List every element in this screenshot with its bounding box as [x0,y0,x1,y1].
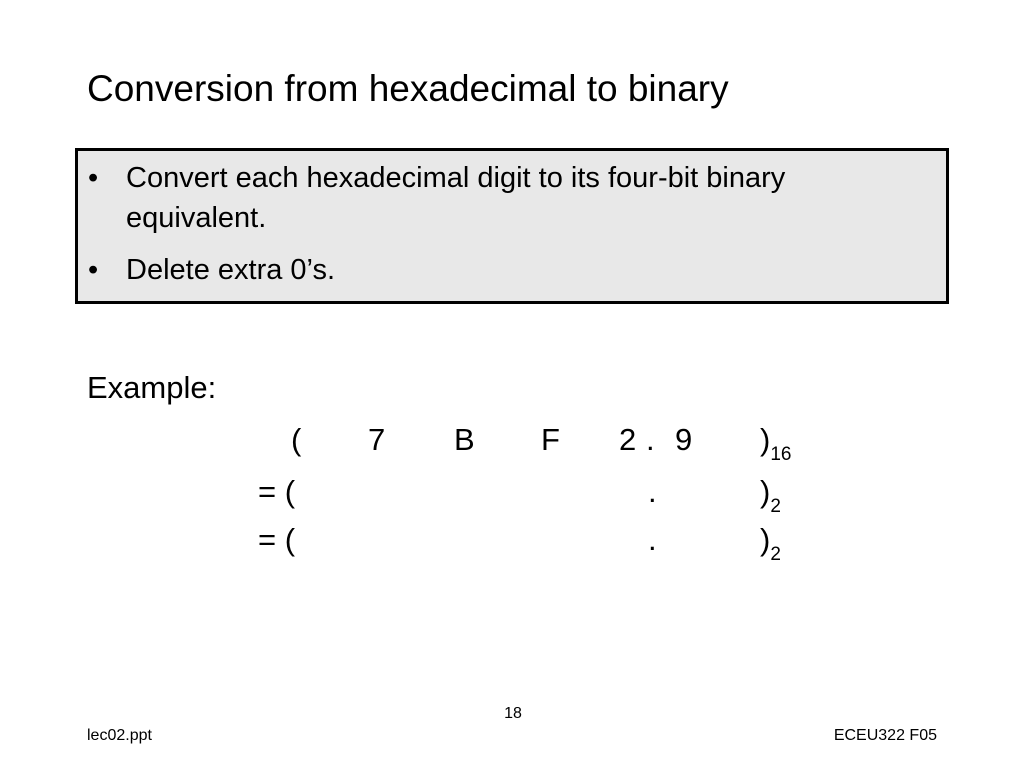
bullet-box [75,148,949,304]
example-label: Example: [87,370,217,405]
close-paren: ) [760,522,771,557]
hex-digit: 9 [675,422,693,457]
hex-digit: F [541,422,560,457]
radix-point: . [648,474,657,509]
footer-course: ECEU322 F05 [833,727,937,744]
hex-digit: 2 [619,422,637,457]
slide-title: Conversion from hexadecimal to binary [87,68,729,109]
page-number: 18 [504,705,522,722]
hex-digit: B [454,422,475,457]
radix-point: . [646,422,655,457]
hex-digit: 7 [368,422,386,457]
close-paren: ) [760,474,771,509]
close-paren-with-base [760,420,791,465]
equals-open-paren: = ( [258,474,296,509]
equals-open-paren: = ( [258,522,296,557]
base-subscript: 16 [770,444,792,465]
footer-filename: lec02.ppt [87,727,152,744]
open-paren: ( [291,422,302,457]
close-paren-with-base [760,472,781,517]
radix-point: . [648,522,657,557]
bullet-text: Delete extra 0’s. [126,254,336,286]
bullet-dot: • [88,254,99,286]
base-subscript: 2 [770,496,781,517]
close-paren: ) [760,422,771,457]
close-paren-with-base [760,520,781,565]
base-subscript: 2 [770,544,781,565]
bullet-dot: • [88,162,99,194]
bullet-text: Convert each hexadecimal digit to its four-bit binary equivalent. [126,162,786,234]
